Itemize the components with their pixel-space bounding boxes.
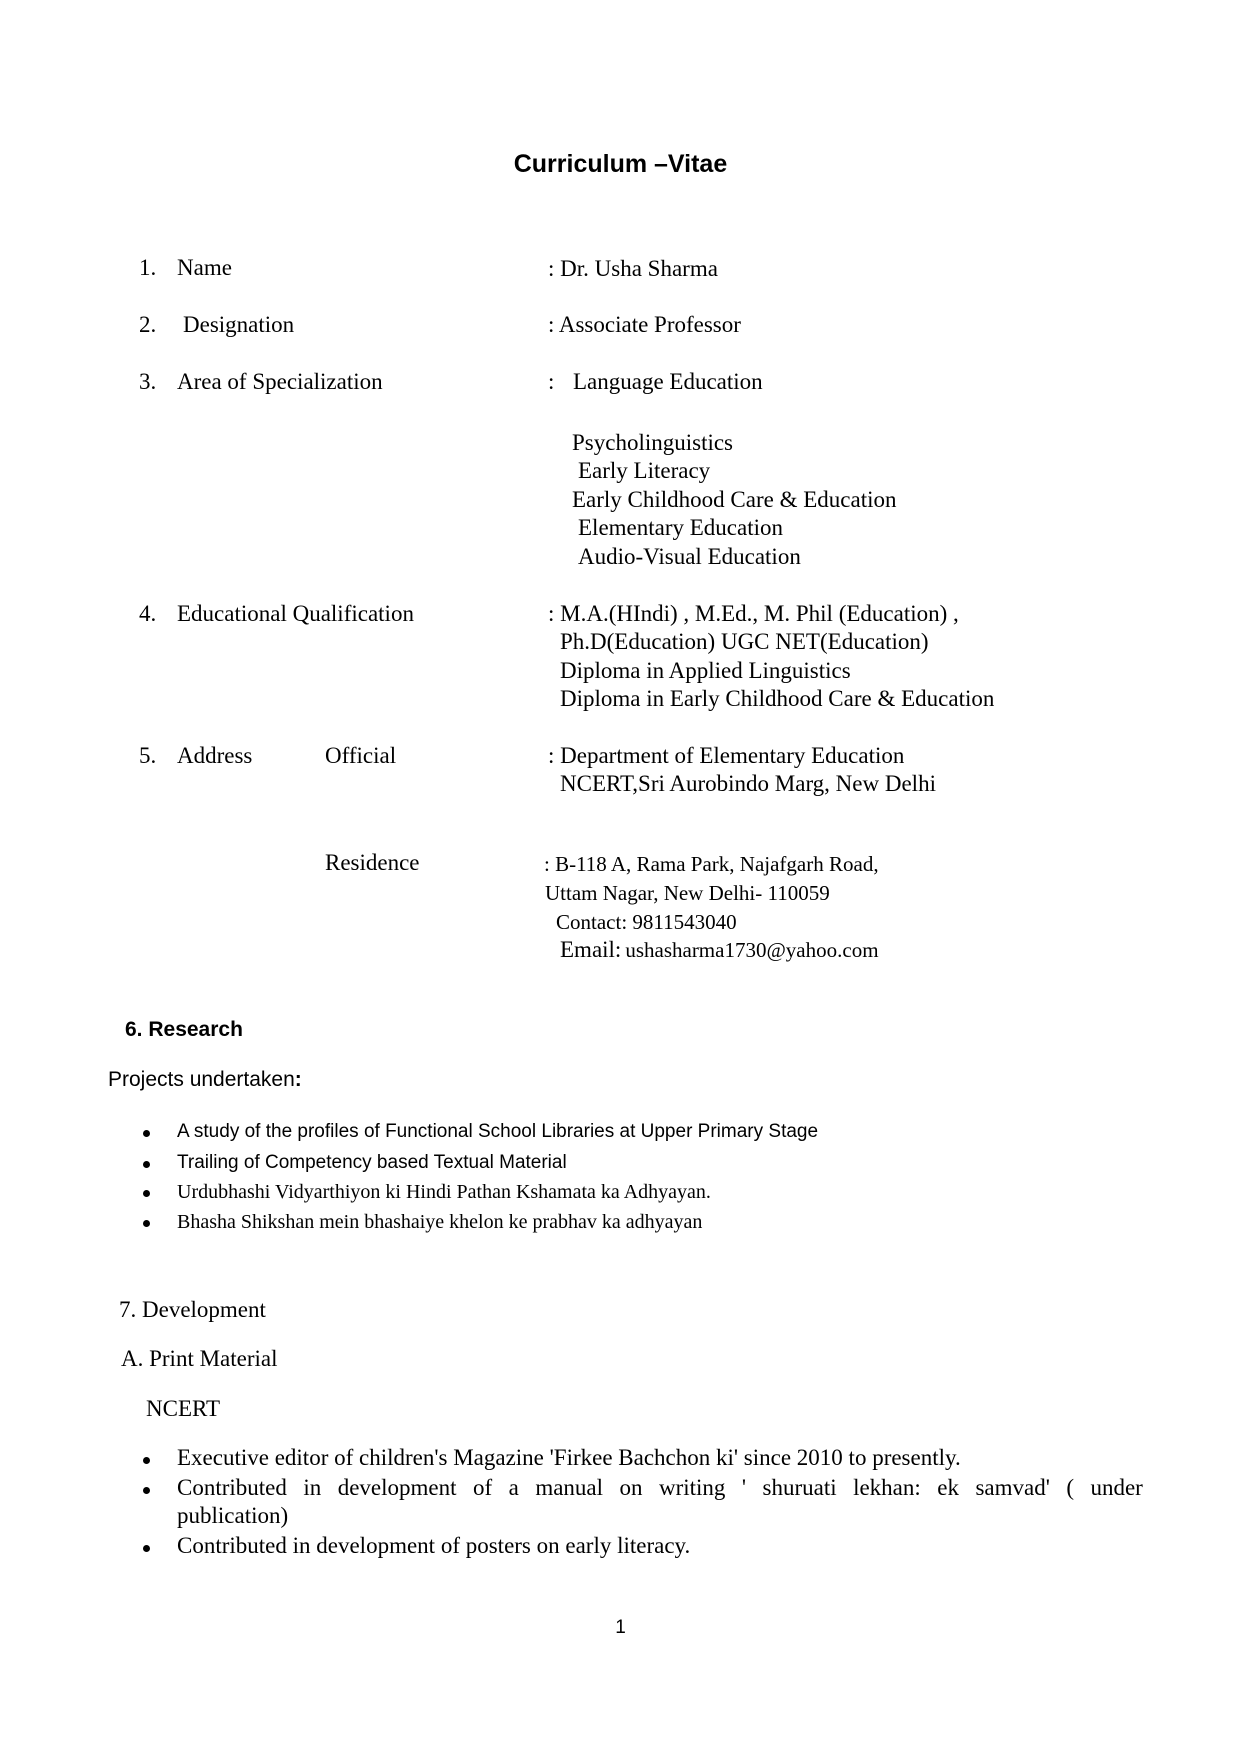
word: under bbox=[1090, 1475, 1143, 1500]
word: writing bbox=[658, 1475, 726, 1500]
word: shuruati bbox=[762, 1475, 837, 1500]
specialization-label: Area of Specialization bbox=[177, 369, 383, 394]
designation-value: : Associate Professor bbox=[548, 312, 741, 337]
project-item: Trailing of Competency based Textual Material bbox=[177, 1152, 567, 1173]
specialization-item: Psycholinguistics bbox=[572, 430, 734, 455]
word: samvad' bbox=[975, 1475, 1050, 1500]
word: manual bbox=[535, 1475, 604, 1500]
bullet-icon bbox=[143, 1190, 150, 1197]
qualification-line: Diploma in Early Childhood Care & Education bbox=[560, 686, 995, 711]
qualification-line: Ph.D(Education) UGC NET(Education) bbox=[560, 629, 929, 654]
bullet-icon bbox=[143, 1457, 150, 1464]
projects-label-colon: : bbox=[294, 1068, 302, 1091]
development-item: Executive editor of children's Magazine 'Firkee Bachchon ki' since 2010 to presently. bbox=[177, 1445, 961, 1470]
specialization-item: Early Literacy bbox=[578, 458, 711, 483]
development-item-justified bbox=[177, 1475, 1143, 1501]
word: lekhan: bbox=[853, 1475, 921, 1500]
official-address-line: NCERT,Sri Aurobindo Marg, New Delhi bbox=[560, 771, 936, 796]
print-material-heading: A. Print Material bbox=[121, 1346, 278, 1371]
bullet-icon bbox=[143, 1487, 150, 1494]
specialization-item: Audio-Visual Education bbox=[578, 544, 801, 569]
field-number: 4. bbox=[139, 601, 157, 626]
specialization-item: Elementary Education bbox=[578, 515, 784, 540]
official-label: Official bbox=[325, 743, 397, 768]
word: a bbox=[508, 1475, 519, 1500]
contact-line: Contact: 9811543040 bbox=[556, 910, 737, 934]
qualification-line: Diploma in Applied Linguistics bbox=[560, 658, 851, 683]
address-label: Address bbox=[177, 743, 253, 768]
official-address-line: : Department of Elementary Education bbox=[548, 743, 905, 768]
email-label: Email: bbox=[560, 937, 622, 962]
projects-label bbox=[108, 1068, 302, 1092]
residence-address-line: : B-118 A, Rama Park, Najafgarh Road, bbox=[544, 852, 879, 876]
qualification-label: Educational Qualification bbox=[177, 601, 414, 626]
field-number: 5. bbox=[139, 743, 157, 768]
word: on bbox=[619, 1475, 643, 1500]
field-number: 2. bbox=[139, 312, 157, 337]
name-value: : Dr. Usha Sharma bbox=[548, 256, 718, 281]
word: in bbox=[303, 1475, 322, 1500]
field-number: 3. bbox=[139, 369, 157, 394]
bullet-icon bbox=[143, 1161, 150, 1168]
specialization-colon: : bbox=[548, 369, 555, 394]
word: ' bbox=[741, 1475, 747, 1500]
development-item-cont: publication) bbox=[177, 1503, 289, 1528]
word: ( bbox=[1066, 1475, 1074, 1500]
residence-address-line: Uttam Nagar, New Delhi- 110059 bbox=[545, 881, 830, 905]
research-heading: 6. Research bbox=[125, 1018, 243, 1041]
project-item: Urdubhashi Vidyarthiyon ki Hindi Pathan Kshamata ka Adhyayan. bbox=[177, 1181, 711, 1203]
development-item: Contributed in development of posters on early literacy. bbox=[177, 1533, 691, 1558]
residence-label: Residence bbox=[325, 850, 420, 875]
specialization-first: Language Education bbox=[573, 369, 763, 394]
project-item: A study of the profiles of Functional School Libraries at Upper Primary Stage bbox=[177, 1121, 819, 1142]
bullet-icon bbox=[143, 1130, 150, 1137]
bullet-icon bbox=[143, 1220, 150, 1227]
development-heading: 7. Development bbox=[119, 1297, 266, 1322]
email-value: ushasharma1730@yahoo.com bbox=[625, 938, 879, 962]
designation-label: Designation bbox=[183, 312, 295, 337]
project-item: Bhasha Shikshan mein bhashaiye khelon ke prabhav ka adhyayan bbox=[177, 1211, 703, 1233]
email-line bbox=[560, 937, 879, 963]
ncert-heading: NCERT bbox=[146, 1396, 221, 1421]
word: ek bbox=[937, 1475, 959, 1500]
page-number: 1 bbox=[615, 1617, 626, 1638]
name-label: Name bbox=[177, 255, 232, 280]
word: of bbox=[472, 1475, 493, 1500]
projects-label-text: Projects undertaken bbox=[108, 1068, 295, 1091]
page-title: Curriculum –Vitae bbox=[513, 150, 728, 178]
field-number: 1. bbox=[139, 255, 157, 280]
word: development bbox=[337, 1475, 457, 1500]
qualification-line: : M.A.(HIndi) , M.Ed., M. Phil (Education) , bbox=[548, 601, 959, 626]
word: Contributed bbox=[177, 1475, 287, 1500]
bullet-icon bbox=[143, 1545, 150, 1552]
specialization-item: Early Childhood Care & Education bbox=[572, 487, 897, 512]
